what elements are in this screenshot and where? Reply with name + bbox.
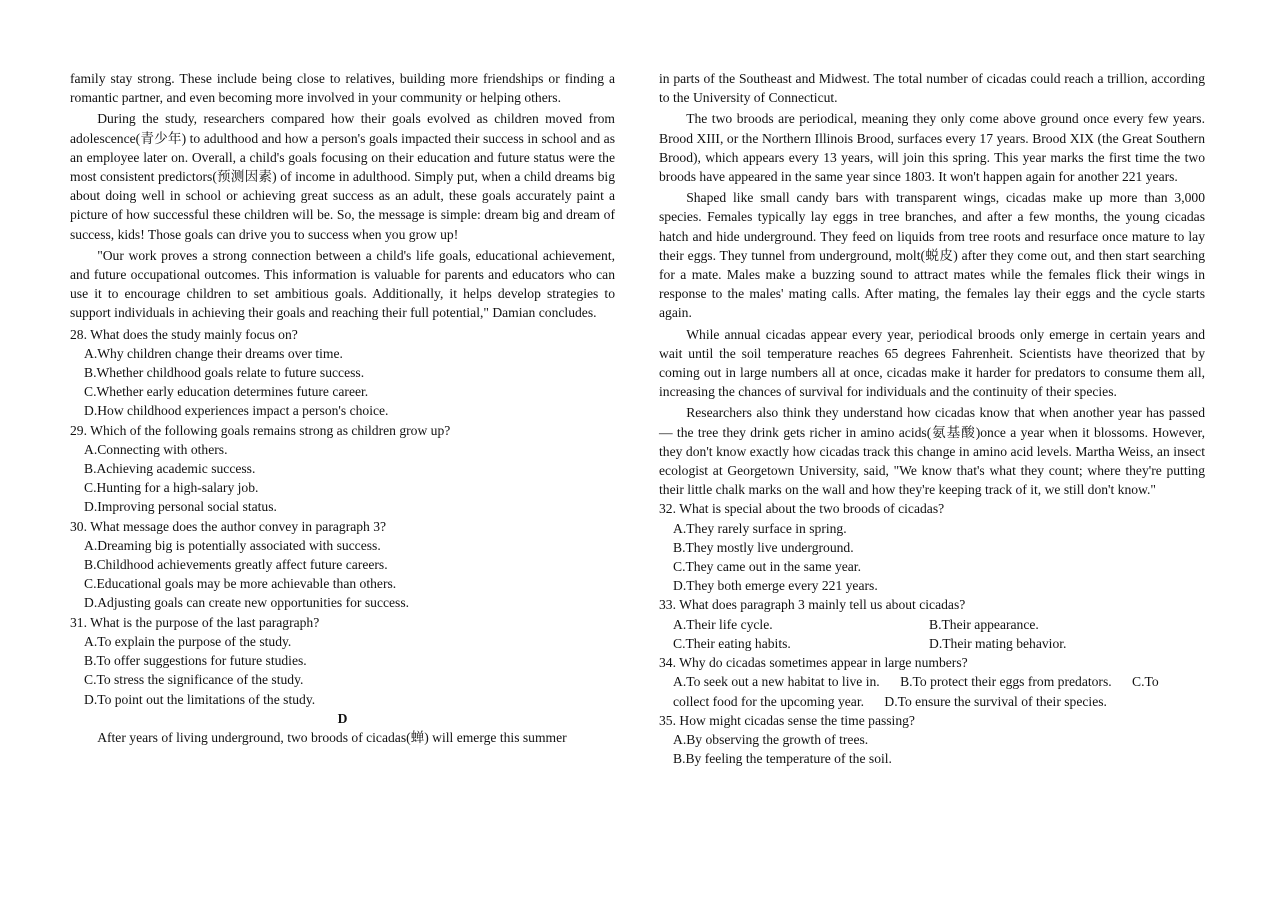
option-b: B.They mostly live underground. [673, 539, 854, 555]
option-d: D.How childhood experiences impact a person's choice. [84, 403, 389, 419]
passage-paragraph: During the study, researchers compared how their goals evolved as children moved from adolescence(青少年) to adulthood and how a person's goals impacted their success in school and as an employee later on. Overall, a child's goals focusing on their education and future status were the most consistent predictors(预测因素) of income in adulthood. Simply put, when a child dreams big about doing well in school or achieving great success as an adult, these goals accurately paint a picture of how successful these children will be. So, the message is simple: dream big and dream of success, kids! Those goals can drive you to success when you grow up! [70, 111, 615, 242]
question-30 [70, 517, 615, 613]
option-c: C.They came out in the same year. [673, 559, 861, 575]
question-32 [659, 499, 1205, 595]
option-c: C.Their eating habits. [673, 635, 791, 651]
left-column [70, 69, 615, 747]
option-b: B.Achieving academic success. [84, 461, 256, 477]
question-stem: 35. How might cicadas sense the time passing? [659, 712, 915, 728]
option-d: D.To point out the limitations of the study. [84, 691, 316, 707]
option-d: D.They both emerge every 221 years. [673, 578, 878, 594]
question-31 [70, 613, 615, 709]
option-a: A.Connecting with others. [84, 441, 228, 457]
option-b: B.Childhood achievements greatly affect future careers. [84, 557, 388, 573]
question-stem: 30. What message does the author convey in paragraph 3? [70, 518, 387, 534]
options-line: A.To seek out a new habitat to live in. B.To protect their eggs from predators. C.To [673, 674, 1159, 690]
option-a: A.They rarely surface in spring. [673, 520, 847, 536]
option-a: A.Their life cycle. [673, 616, 773, 632]
question-29 [70, 421, 615, 517]
passage-paragraph: Shaped like small candy bars with transparent wings, cicadas make up more than 3,000 species. Females typically lay eggs in tree branches, and after a few months, the young cicadas hatch and hide underground. They feed on liquids from tree roots and resurface once mature to lay their eggs. They tunnel from underground, molt(蜕皮) after they come out, and then start searching for a mate. Males make a buzzing sound to attract mates while the females flick their wings in response to the males' mating calls. After mating, the females lay their eggs and the cycle starts again. [659, 190, 1205, 321]
passage-paragraph: After years of living underground, two broods of cicadas(蝉) will emerge this summer [97, 729, 567, 745]
option-d: D.Their mating behavior. [929, 635, 1067, 651]
option-b: B.To offer suggestions for future studies. [84, 653, 307, 669]
passage-paragraph: The two broods are periodical, meaning they only come above ground once every few years. Brood XIII, or the Northern Illinois Brood, surfaces every 17 years. Brood XIX (the Great Southern Brood), which appears every 13 years, will join this spring. This year marks the first time the two broods have appeared in the same year since 1803. It won't happen again for another 221 years. [659, 111, 1205, 185]
option-c: C.Whether early education determines future career. [84, 384, 369, 400]
option-b: B.Whether childhood goals relate to future success. [84, 365, 365, 381]
options-line: collect food for the upcoming year. D.To ensure the survival of their species. [673, 693, 1107, 709]
passage-paragraph: Researchers also think they understand how cicadas know that when another year has passed — the tree they drink gets richer in amino acids(氨基酸)once a year when it blossoms. However, they don't know exactly how cicadas track this change in amino acid levels. Martha Weiss, an insect ecologist at Georgetown University, said, "We know that's what they count; where they're putting their little chalk marks on the wall and how they're keeping track of it, we still don't know." [659, 405, 1205, 498]
option-a: A.Why children change their dreams over time. [84, 345, 343, 361]
option-a: A.By observing the growth of trees. [673, 731, 869, 747]
right-column [659, 69, 1205, 768]
question-35 [659, 711, 1205, 769]
option-c: C.To stress the significance of the study. [84, 672, 304, 688]
question-34 [659, 653, 1205, 711]
question-33 [659, 595, 1205, 653]
option-a: A.To explain the purpose of the study. [84, 633, 292, 649]
section-heading: D [337, 710, 348, 726]
option-a: A.Dreaming big is potentially associated with success. [84, 537, 381, 553]
question-28 [70, 325, 615, 421]
passage-paragraph: "Our work proves a strong connection between a child's life goals, educational achievement, and future occupational outcomes. This information is valuable for parents and educators who can use it to encourage children to set ambitious goals. Additionally, it helps develop strategies to support individuals in achieving their goals and reaching their full potential," Damian concludes. [70, 247, 615, 321]
question-stem: 33. What does paragraph 3 mainly tell us about cicadas? [659, 597, 966, 613]
question-stem: 28. What does the study mainly focus on? [70, 326, 298, 342]
option-c: C.Educational goals may be more achievable than others. [84, 576, 397, 592]
question-stem: 32. What is special about the two broods of cicadas? [659, 501, 945, 517]
question-stem: 31. What is the purpose of the last paragraph? [70, 614, 320, 630]
option-d: D.Adjusting goals can create new opportunities for success. [84, 595, 410, 611]
passage-paragraph: in parts of the Southeast and Midwest. The total number of cicadas could reach a trillion, according to the University of Connecticut. [659, 71, 1205, 106]
option-c: C.Hunting for a high-salary job. [84, 480, 259, 496]
option-row [659, 615, 1205, 634]
passage-paragraph: family stay strong. These include being close to relatives, building more friendships or finding a romantic partner, and even becoming more involved in your community or helping others. [70, 71, 615, 106]
option-b: B.By feeling the temperature of the soil. [673, 751, 892, 767]
option-row [659, 634, 1205, 653]
question-stem: 34. Why do cicadas sometimes appear in large numbers? [659, 655, 968, 671]
passage-paragraph: While annual cicadas appear every year, periodical broods only emerge in certain years and wait until the soil temperature reaches 65 degrees Fahrenheit. Scientists have theorized that by coming out in large numbers all at once, cicadas make it harder for predators to consume them all, increasing the chances of survival for individuals and the continuity of their species. [659, 326, 1205, 400]
question-stem: 29. Which of the following goals remains strong as children grow up? [70, 422, 451, 438]
option-d: D.Improving personal social status. [84, 499, 277, 515]
option-b: B.Their appearance. [929, 616, 1039, 632]
